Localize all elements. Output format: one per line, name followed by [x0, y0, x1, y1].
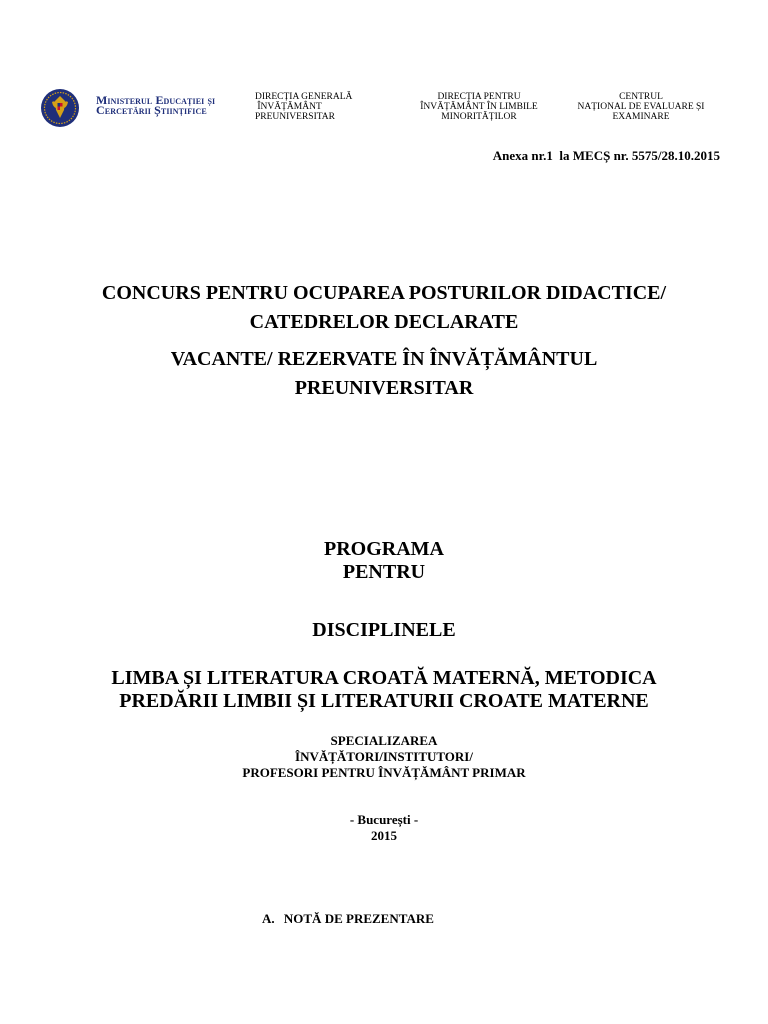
dir1-line3: PREUNIVERSITAR — [255, 112, 335, 122]
subject-line2: PREDĂRII LIMBII ȘI LITERATURII CROATE MATERNE — [119, 690, 649, 712]
title-line4: PREUNIVERSITAR — [294, 377, 474, 399]
specialization-line3: PROFESORI PENTRU ÎNVĂȚĂMÂNT PRIMAR — [242, 765, 526, 780]
specialization-line2: ÎNVĂȚĂTORI/INSTITUTORI/ — [295, 749, 473, 764]
ministry-name-line2: Cercetării Științifice — [96, 103, 207, 117]
directorate-minority-languages — [412, 92, 546, 122]
dir2-line1: DIRECȚIA PENTRU — [437, 92, 521, 102]
dir3-line3: EXAMINARE — [612, 112, 670, 122]
ministry-name — [96, 95, 215, 115]
specialization-line1: SPECIALIZAREA — [330, 733, 438, 748]
document-header — [0, 86, 768, 136]
title-line3: VACANTE/ REZERVATE ÎN ÎNVĂȚĂMÂNTUL — [170, 348, 598, 370]
programa-heading — [0, 538, 768, 584]
title-line1: CONCURS PENTRU OCUPAREA POSTURILOR DIDACTICE/ — [101, 282, 667, 304]
document-title-part2 — [0, 345, 768, 403]
ministry-name-line1: Ministerul Educației și — [96, 93, 216, 107]
directorate-general-education — [255, 92, 352, 122]
place: - București - — [349, 812, 419, 827]
document-title-part1 — [0, 279, 768, 337]
dir1-line1: DIRECȚIA GENERALĂ — [255, 92, 353, 102]
annex-reference: Anexa nr.1 la MECȘ nr. 5575/28.10.2015 — [492, 148, 720, 163]
place-and-year — [0, 812, 768, 844]
romanian-coat-of-arms-icon — [40, 88, 80, 128]
subject-line1: LIMBA ȘI LITERATURA CROATĂ MATERNĂ, METODICA — [111, 667, 657, 689]
title-line2: CATEDRELOR DECLARATE — [249, 311, 519, 333]
programa-line2: PENTRU — [342, 561, 426, 583]
dir1-line2: ÎNVĂȚĂMÂNT — [255, 102, 322, 112]
dir2-line2: ÎNVĂȚĂMÂNT ÎN LIMBILE — [420, 102, 538, 112]
year: 2015 — [371, 828, 397, 843]
section-heading — [262, 911, 434, 927]
section-title: NOTĂ DE PREZENTARE — [283, 911, 434, 926]
national-evaluation-center — [574, 92, 708, 122]
section-letter: A. — [262, 911, 275, 926]
dir3-line2: NAȚIONAL DE EVALUARE ȘI — [577, 102, 705, 112]
subject-title — [0, 667, 768, 713]
programa-line1: PROGRAMA — [324, 538, 444, 560]
specialization — [0, 733, 768, 781]
dir2-line3: MINORITĂȚILOR — [441, 112, 517, 122]
dir3-line1: CENTRUL — [619, 92, 663, 102]
disciplines-heading: DISCIPLINELE — [312, 619, 456, 641]
